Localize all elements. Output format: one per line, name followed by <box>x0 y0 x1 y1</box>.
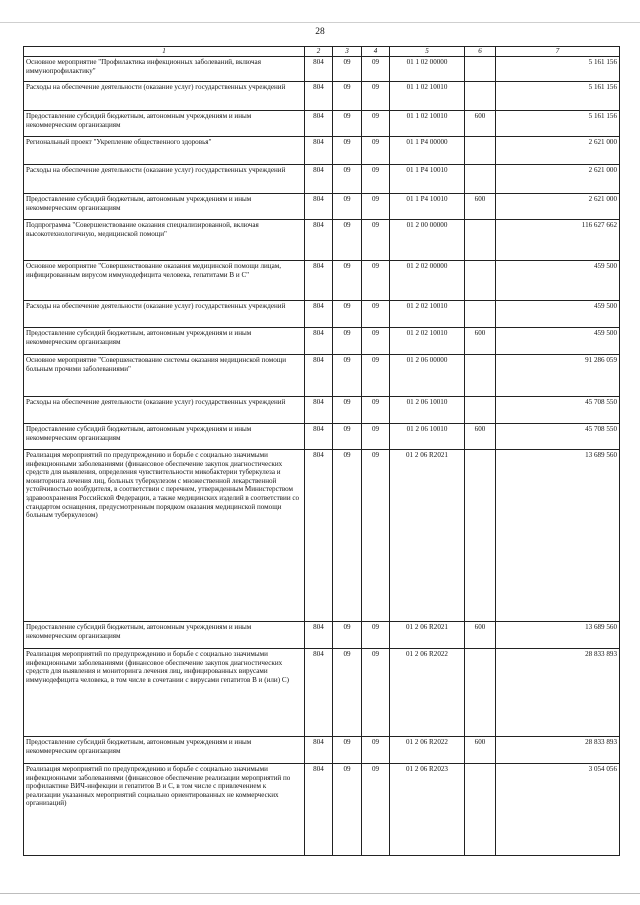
row-subsection: 09 <box>362 111 390 137</box>
row-amount: 2 621 000 <box>496 194 620 220</box>
row-target-article: 01 1 P4 00000 <box>390 137 465 165</box>
row-name: Реализация мероприятий по предупреждению и борьбе с социально значимыми инфекционными заболеваниями (финансовое обеспечение реализации мероприятий по профилактике ВИЧ-инфекции и гепатитов В и С, в том числе с привлечением к реализации указанных мероприятий социально ориентированных не коммерческих организаций) <box>24 764 305 856</box>
table-row <box>24 137 620 165</box>
column-header-3: 3 <box>333 47 362 57</box>
row-gov-code: 804 <box>305 450 333 622</box>
row-expense-type <box>465 450 496 622</box>
row-amount: 459 500 <box>496 328 620 355</box>
row-name: Подпрограмма "Совершенствование оказания специализированной, включая высокотехнологичную, медицинской помощи" <box>24 220 305 261</box>
row-target-article: 01 2 06 10010 <box>390 424 465 450</box>
row-section: 09 <box>333 137 362 165</box>
row-expense-type <box>465 165 496 194</box>
row-section: 09 <box>333 165 362 194</box>
row-gov-code: 804 <box>305 355 333 397</box>
row-target-article: 01 2 00 00000 <box>390 220 465 261</box>
row-name: Предоставление субсидий бюджетным, автономным учреждениям и иным некоммерческим организациям <box>24 111 305 137</box>
row-section: 09 <box>333 764 362 856</box>
row-gov-code: 804 <box>305 194 333 220</box>
row-expense-type: 600 <box>465 424 496 450</box>
column-header-1: 1 <box>24 47 305 57</box>
row-expense-type: 600 <box>465 328 496 355</box>
row-amount: 459 500 <box>496 301 620 328</box>
table-row <box>24 622 620 649</box>
row-subsection: 09 <box>362 165 390 194</box>
row-name: Основное мероприятие "Совершенствование системы оказания медицинской помощи больным прочими заболеваниями" <box>24 355 305 397</box>
row-target-article: 01 2 06 00000 <box>390 355 465 397</box>
row-gov-code: 804 <box>305 261 333 301</box>
row-subsection: 09 <box>362 649 390 737</box>
row-name: Основное мероприятие "Профилактика инфекционных заболеваний, включая иммунопрофилактику" <box>24 57 305 82</box>
row-gov-code: 804 <box>305 57 333 82</box>
row-section: 09 <box>333 397 362 424</box>
header-row <box>24 47 620 57</box>
row-gov-code: 804 <box>305 622 333 649</box>
page-number: 28 <box>315 27 325 37</box>
row-subsection: 09 <box>362 424 390 450</box>
column-header-6: 6 <box>465 47 496 57</box>
table-row <box>24 397 620 424</box>
row-expense-type <box>465 397 496 424</box>
column-header-4: 4 <box>362 47 390 57</box>
row-amount: 116 627 662 <box>496 220 620 261</box>
row-name: Реализация мероприятий по предупреждению и борьбе с социально значимыми инфекционными заболеваниями (финансовое обеспечение закупок диагностических средств для выявления, определения чувствительности микобактерии туберкулеза и мониторинга лечения лиц, больных туберкулезом с множественной лекарственной устойчивостью возбудителя, в соответствии с перечнем, утвержденным Министерством здравоохранения Российской Федерации, а также медицинских изделий в соответствии со стандартом оснащения, предусмотренным порядком оказания медицинской помощи больным туберкулезом) <box>24 450 305 622</box>
row-section: 09 <box>333 450 362 622</box>
row-subsection: 09 <box>362 137 390 165</box>
row-gov-code: 804 <box>305 737 333 764</box>
row-gov-code: 804 <box>305 424 333 450</box>
row-amount: 13 689 560 <box>496 450 620 622</box>
row-name: Предоставление субсидий бюджетным, автономным учреждениям и иным некоммерческим организациям <box>24 737 305 764</box>
row-target-article: 01 2 02 00000 <box>390 261 465 301</box>
row-subsection: 09 <box>362 301 390 328</box>
row-gov-code: 804 <box>305 764 333 856</box>
row-expense-type <box>465 301 496 328</box>
row-subsection: 09 <box>362 764 390 856</box>
table-row <box>24 328 620 355</box>
row-name: Региональный проект "Укрепление общественного здоровья" <box>24 137 305 165</box>
row-gov-code: 804 <box>305 328 333 355</box>
row-gov-code: 804 <box>305 649 333 737</box>
table-row <box>24 450 620 622</box>
row-target-article: 01 1 P4 10010 <box>390 165 465 194</box>
column-header-2: 2 <box>305 47 333 57</box>
row-amount: 5 161 156 <box>496 82 620 111</box>
row-subsection: 09 <box>362 57 390 82</box>
row-target-article: 01 1 02 10010 <box>390 82 465 111</box>
table-row <box>24 355 620 397</box>
row-amount: 45 708 550 <box>496 424 620 450</box>
table-row <box>24 220 620 261</box>
table-row <box>24 649 620 737</box>
table-row <box>24 301 620 328</box>
row-expense-type: 600 <box>465 737 496 764</box>
row-target-article: 01 2 02 10010 <box>390 328 465 355</box>
row-name: Предоставление субсидий бюджетным, автономным учреждениям и иным некоммерческим организациям <box>24 622 305 649</box>
row-section: 09 <box>333 424 362 450</box>
row-section: 09 <box>333 622 362 649</box>
row-subsection: 09 <box>362 737 390 764</box>
row-name: Предоставление субсидий бюджетным, автономным учреждениям и иным некоммерческим организациям <box>24 194 305 220</box>
row-subsection: 09 <box>362 397 390 424</box>
table-row <box>24 165 620 194</box>
row-expense-type <box>465 137 496 165</box>
row-section: 09 <box>333 57 362 82</box>
row-section: 09 <box>333 301 362 328</box>
row-gov-code: 804 <box>305 82 333 111</box>
row-amount: 28 833 893 <box>496 737 620 764</box>
row-name: Расходы на обеспечение деятельности (оказание услуг) государственных учреждений <box>24 165 305 194</box>
table-row <box>24 424 620 450</box>
row-gov-code: 804 <box>305 137 333 165</box>
row-gov-code: 804 <box>305 165 333 194</box>
table-row <box>24 737 620 764</box>
row-target-article: 01 1 02 10010 <box>390 111 465 137</box>
row-expense-type <box>465 261 496 301</box>
row-target-article: 01 2 06 R2022 <box>390 737 465 764</box>
table-row <box>24 764 620 856</box>
row-target-article: 01 2 06 R2021 <box>390 622 465 649</box>
row-amount: 45 708 550 <box>496 397 620 424</box>
column-header-5: 5 <box>390 47 465 57</box>
row-amount: 459 500 <box>496 261 620 301</box>
row-expense-type <box>465 57 496 82</box>
row-expense-type: 600 <box>465 194 496 220</box>
row-subsection: 09 <box>362 450 390 622</box>
budget-table <box>23 46 620 856</box>
row-name: Основное мероприятие "Совершенствование оказания медицинской помощи лицам, инфицированным вирусом иммунодефицита человека, гепатитами В и С" <box>24 261 305 301</box>
table-row <box>24 57 620 82</box>
row-subsection: 09 <box>362 261 390 301</box>
row-amount: 2 621 000 <box>496 137 620 165</box>
row-gov-code: 804 <box>305 397 333 424</box>
row-amount: 3 054 056 <box>496 764 620 856</box>
row-section: 09 <box>333 220 362 261</box>
table-row <box>24 111 620 137</box>
row-gov-code: 804 <box>305 220 333 261</box>
row-name: Реализация мероприятий по предупреждению и борьбе с социально значимыми инфекционными заболеваниями (финансовое обеспечение закупок диагностических средств для выявления и мониторинга лечения лиц, инфицированных вирусами иммунодефицита человека, в том числе в сочетании с вирусами гепатитов В и (или) С) <box>24 649 305 737</box>
row-amount: 2 621 000 <box>496 165 620 194</box>
row-section: 09 <box>333 194 362 220</box>
row-target-article: 01 2 02 10010 <box>390 301 465 328</box>
row-subsection: 09 <box>362 194 390 220</box>
table-row <box>24 194 620 220</box>
row-name: Расходы на обеспечение деятельности (оказание услуг) государственных учреждений <box>24 397 305 424</box>
row-name: Расходы на обеспечение деятельности (оказание услуг) государственных учреждений <box>24 301 305 328</box>
row-target-article: 01 2 06 10010 <box>390 397 465 424</box>
row-subsection: 09 <box>362 220 390 261</box>
row-target-article: 01 1 02 00000 <box>390 57 465 82</box>
row-gov-code: 804 <box>305 111 333 137</box>
row-subsection: 09 <box>362 82 390 111</box>
row-expense-type: 600 <box>465 622 496 649</box>
row-expense-type <box>465 220 496 261</box>
row-name: Предоставление субсидий бюджетным, автономным учреждениям и иным некоммерческим организациям <box>24 328 305 355</box>
row-expense-type <box>465 355 496 397</box>
row-expense-type <box>465 764 496 856</box>
row-subsection: 09 <box>362 328 390 355</box>
row-expense-type <box>465 82 496 111</box>
row-amount: 13 689 560 <box>496 622 620 649</box>
row-name: Расходы на обеспечение деятельности (оказание услуг) государственных учреждений <box>24 82 305 111</box>
row-gov-code: 804 <box>305 301 333 328</box>
row-amount: 5 161 156 <box>496 57 620 82</box>
row-subsection: 09 <box>362 355 390 397</box>
row-amount: 91 286 059 <box>496 355 620 397</box>
row-target-article: 01 2 06 R2021 <box>390 450 465 622</box>
row-section: 09 <box>333 355 362 397</box>
row-name: Предоставление субсидий бюджетным, автономным учреждениям и иным некоммерческим организациям <box>24 424 305 450</box>
row-target-article: 01 1 P4 10010 <box>390 194 465 220</box>
table-row <box>24 261 620 301</box>
row-section: 09 <box>333 737 362 764</box>
row-amount: 28 833 893 <box>496 649 620 737</box>
row-expense-type: 600 <box>465 111 496 137</box>
row-target-article: 01 2 06 R2023 <box>390 764 465 856</box>
row-section: 09 <box>333 328 362 355</box>
column-header-7: 7 <box>496 47 620 57</box>
row-amount: 5 161 156 <box>496 111 620 137</box>
row-subsection: 09 <box>362 622 390 649</box>
row-section: 09 <box>333 111 362 137</box>
top-rule <box>0 22 640 23</box>
bottom-rule <box>0 893 640 894</box>
row-section: 09 <box>333 82 362 111</box>
row-expense-type <box>465 649 496 737</box>
row-target-article: 01 2 06 R2022 <box>390 649 465 737</box>
row-section: 09 <box>333 649 362 737</box>
table-row <box>24 82 620 111</box>
row-section: 09 <box>333 261 362 301</box>
